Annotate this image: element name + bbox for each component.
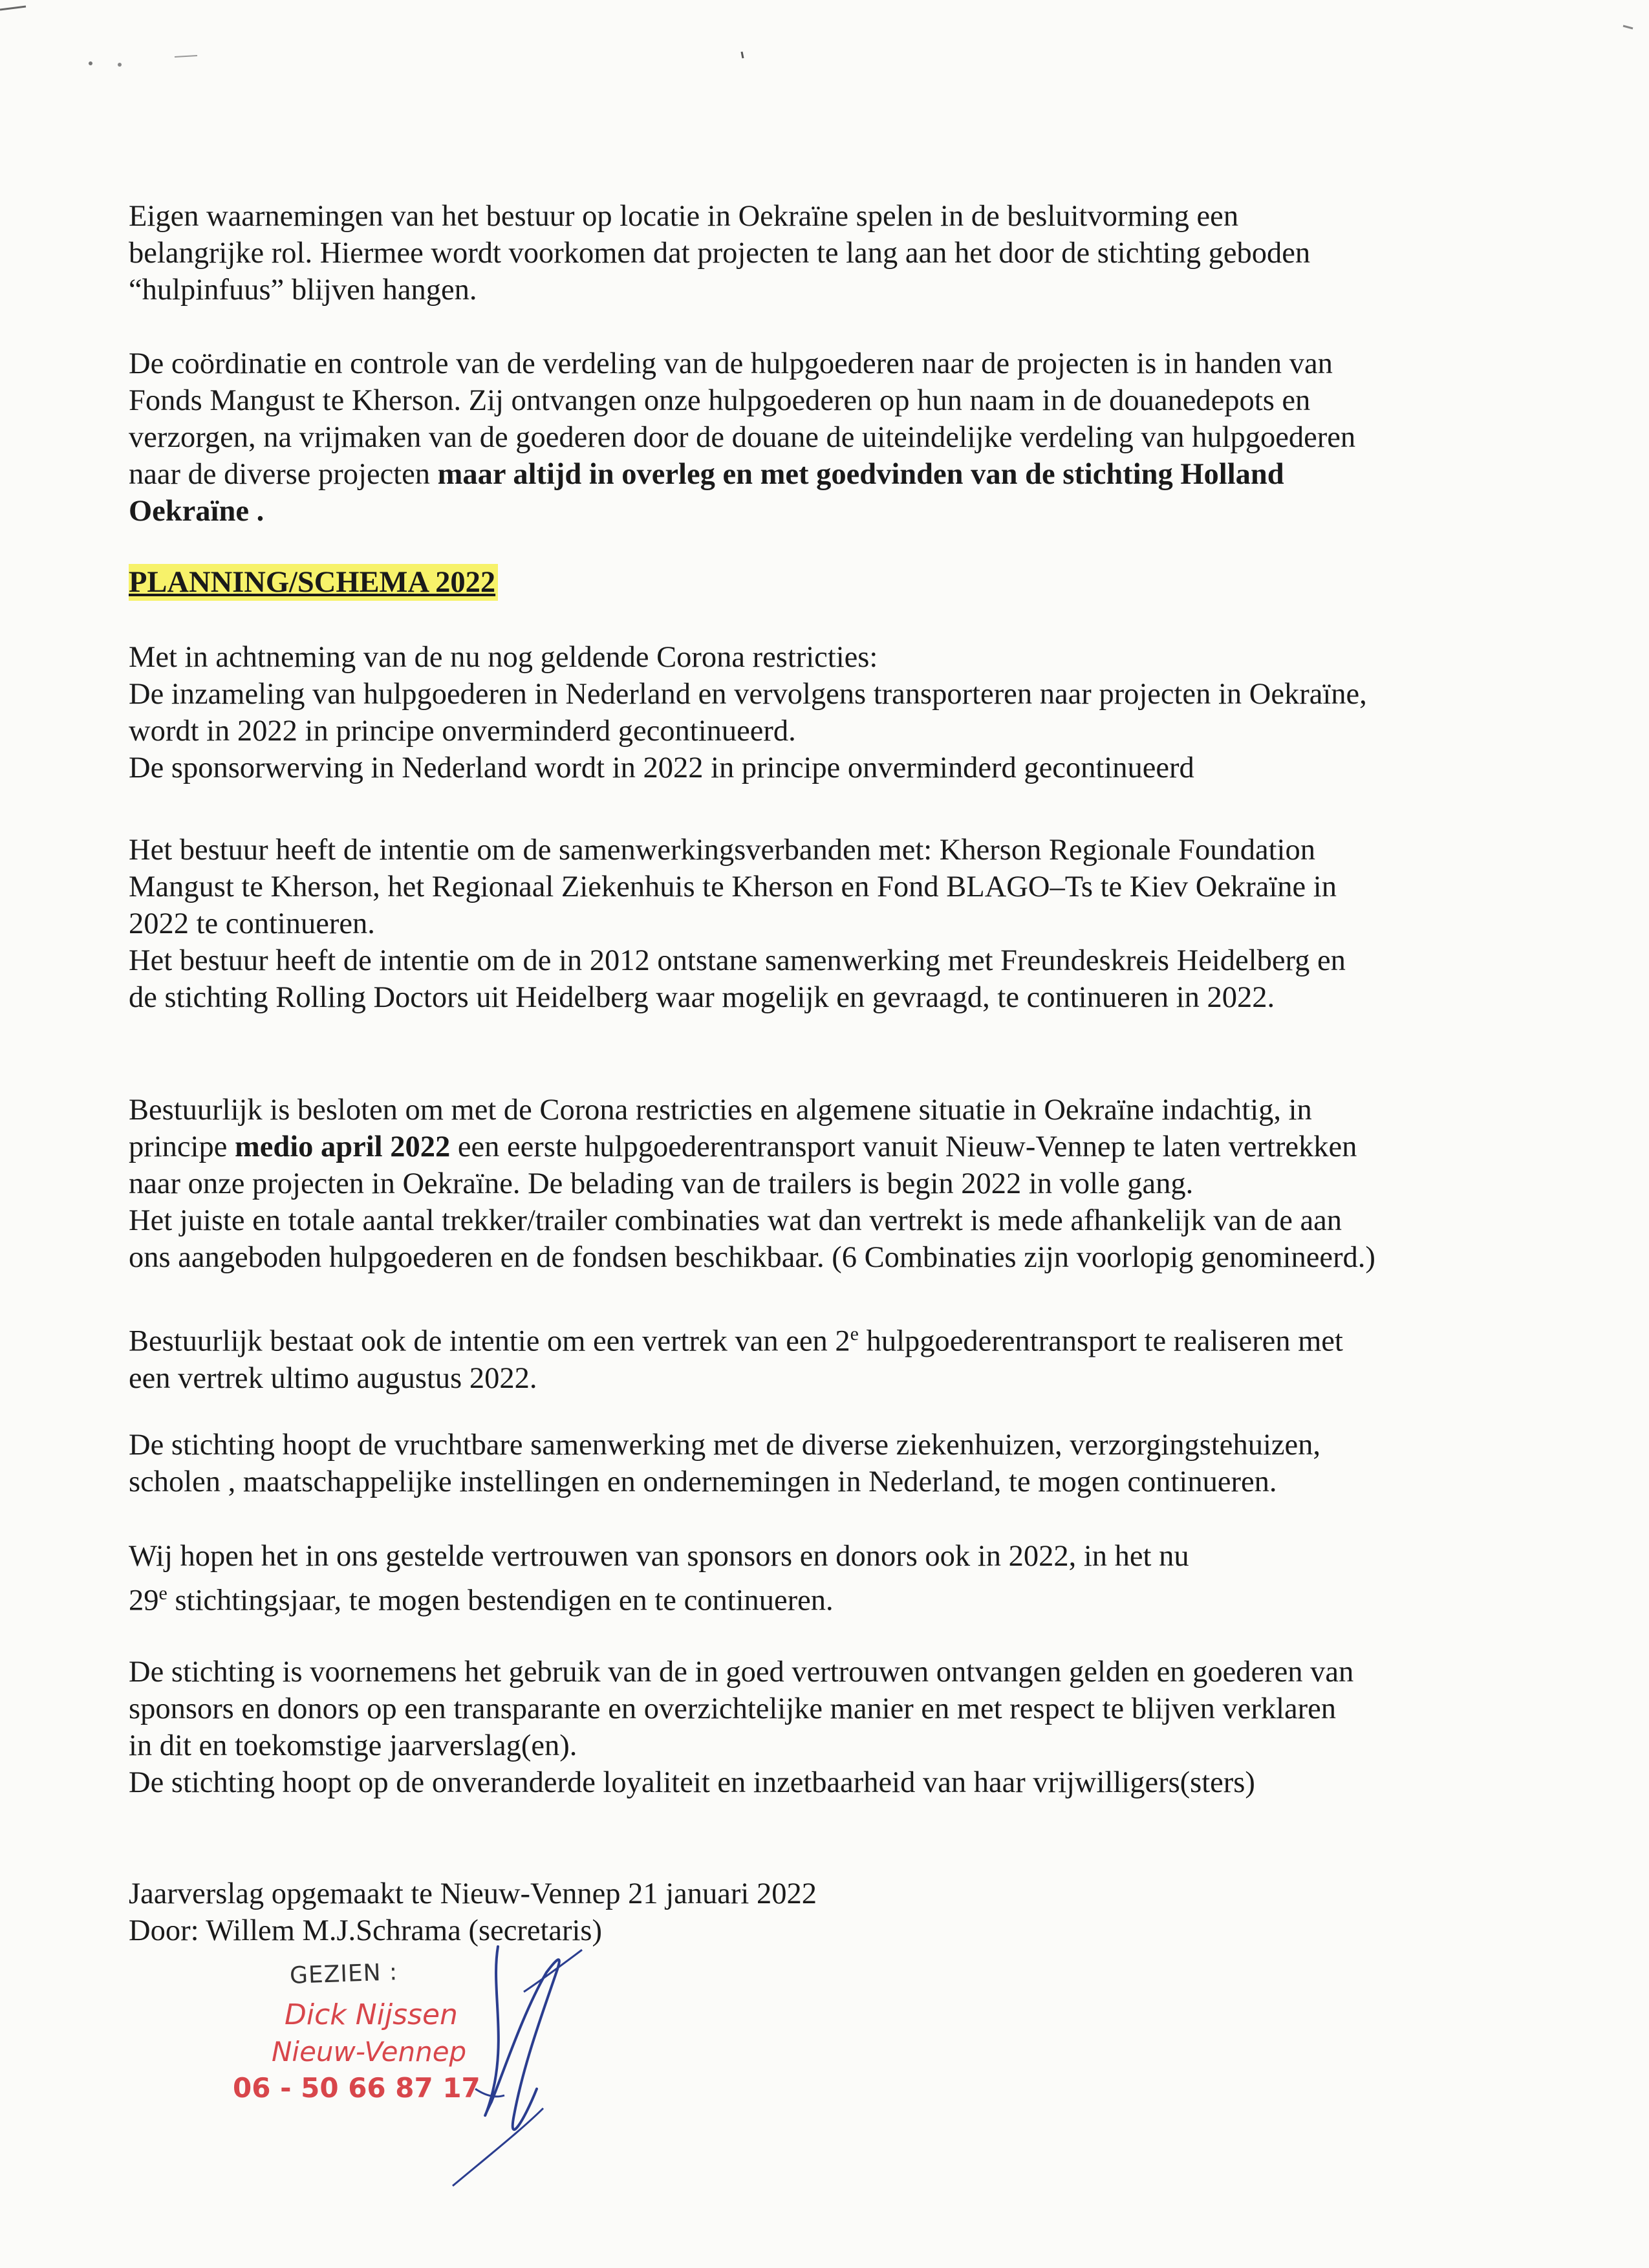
text-line: De coördinatie en controle van de verdeling van de hulpgoederen naar de projecten is in handen van [129, 347, 1333, 380]
text-line [129, 493, 1506, 530]
text-line: De inzameling van hulpgoederen in Nederland en vervolgens transporteren naar projecten in Oekraïne, [129, 678, 1367, 711]
text-line: de stichting Rolling Doctors uit Heidelberg waar mogelijk en gevraagd, te continueren in 2022. [129, 981, 1275, 1014]
scan-specks [0, 0, 1649, 91]
superscript: e [850, 1323, 859, 1345]
text-line: naar onze projecten in Oekraïne. De belading van de trailers is begin 2022 in volle gang. [129, 1167, 1194, 1200]
text-line: ons aangeboden hulpgoederen en de fondsen beschikbaar. (6 Combinaties zijn voorlopig genomineerd.) [129, 1241, 1375, 1274]
text-line: in dit en toekomstige jaarverslag(en). [129, 1729, 577, 1762]
text-line: een vertrek ultimo augustus 2022. [129, 1361, 537, 1395]
stamp-name: Dick Nijssen [285, 1998, 458, 2031]
text-normal: stichtingsjaar, te mogen bestendigen en te continueren. [167, 1584, 834, 1617]
text-line: verzorgen, na vrijmaken van de goederen door de douane de uiteindelijke verdeling van hulpgoederen [129, 421, 1356, 454]
text-line: Het juiste en totale aantal trekker/trailer combinaties wat dan vertrekt is mede afhankelijk van de aan [129, 1204, 1342, 1237]
text-line: “hulpinfuus” blijven hangen. [129, 274, 477, 307]
text-line: Eigen waarnemingen van het bestuur op locatie in Oekraïne spelen in de besluitvorming een [129, 200, 1239, 233]
text-normal: principe [129, 1130, 235, 1163]
text-line: Bestuurlijk is besloten om met de Corona restricties en algemene situatie in Oekraïne indachtig, in [129, 1094, 1312, 1127]
text-line: Mangust te Kherson, het Regionaal Ziekenhuis te Kherson en Fond BLAGO–Ts te Kiev Oekraïne in [129, 870, 1337, 903]
paragraph-corona [129, 639, 1506, 786]
text-line: Fonds Mangust te Kherson. Zij ontvangen onze hulpgoederen op hun naam in de douanedepots en [129, 384, 1311, 417]
paragraph-transport [129, 1092, 1506, 1276]
text-normal: naar de diverse projecten [129, 458, 438, 491]
superscript: e [158, 1582, 167, 1604]
text-line [129, 1315, 1506, 1360]
text-normal: hulpgoederentransport te realiseren met [858, 1324, 1343, 1358]
text-line: De sponsorwerving in Nederland wordt in 2022 in principe onverminderd gecontinueerd [129, 751, 1194, 784]
text-bold: Oekraïne . [129, 495, 264, 528]
signature-icon [220, 1934, 685, 2205]
text-bold: maar altijd in overleg en met goedvinden van de stichting Holland [437, 458, 1284, 491]
text-line: Wij hopen het in ons gestelde vertrouwen van sponsors en donors ook in 2022, in het nu [129, 1540, 1189, 1573]
gezien-text: GEZIEN : [289, 1959, 398, 1989]
paragraph-transparency [129, 1654, 1506, 1801]
paragraph-sponsors [129, 1538, 1506, 1619]
paragraph-observations [129, 198, 1506, 308]
text-normal: een eerste hulpgoederentransport vanuit Nieuw-Vennep te laten vertrekken [450, 1130, 1357, 1163]
text-normal: Bestuurlijk bestaat ook de intentie om een vertrek van een 2 [129, 1324, 850, 1358]
text-line [129, 1575, 1506, 1619]
text-line: scholen , maatschappelijke instellingen en ondernemingen in Nederland, te mogen continueren. [129, 1465, 1277, 1498]
text-line: Het bestuur heeft de intentie om de samenwerkingsverbanden met: Kherson Regionale Foundation [129, 834, 1315, 867]
paragraph-second-transport [129, 1315, 1506, 1397]
text-normal: 29 [129, 1584, 159, 1617]
text-line: 2022 te continueren. [129, 907, 375, 940]
text-line: De stichting is voornemens het gebruik van de in goed vertrouwen ontvangen gelden en goederen van [129, 1656, 1354, 1689]
paragraph-partnership [129, 1427, 1506, 1500]
text-line: belangrijke rol. Hiermee wordt voorkomen dat projecten te lang aan het door de stichting geboden [129, 237, 1311, 270]
text-line [129, 456, 1506, 493]
signature-area [220, 1934, 685, 2205]
text-line: Met in achtneming van de nu nog geldende Corona restricties: [129, 641, 878, 674]
text-line: De stichting hoopt op de onveranderde loyaliteit en inzetbaarheid van haar vrijwilligers(sters) [129, 1766, 1255, 1799]
text-line: De stichting hoopt de vruchtbare samenwerking met de diverse ziekenhuizen, verzorgingstehuizen, [129, 1429, 1321, 1462]
text-bold: medio april 2022 [234, 1130, 451, 1163]
stamp-phone: 06 - 50 66 87 17 [233, 2072, 480, 2104]
paragraph-cooperation [129, 832, 1506, 1016]
text-line: Door: Willem M.J.Schrama (secretaris) [129, 1914, 603, 1947]
stamp-place: Nieuw-Vennep [272, 2036, 467, 2068]
text-line: Jaarverslag opgemaakt te Nieuw-Vennep 21 januari 2022 [129, 1877, 817, 1910]
text-line: wordt in 2022 in principe onverminderd gecontinueerd. [129, 715, 796, 748]
text-line: sponsors en donors op een transparante en overzichtelijke manier en met respect te blijven verklaren [129, 1692, 1337, 1725]
section-heading: PLANNING/SCHEMA 2022 [129, 564, 498, 601]
paragraph-coordination [129, 345, 1506, 530]
text-line: Het bestuur heeft de intentie om de in 2012 ontstane samenwerking met Freundeskreis Heidelberg en [129, 944, 1346, 977]
text-line [129, 1129, 1506, 1165]
